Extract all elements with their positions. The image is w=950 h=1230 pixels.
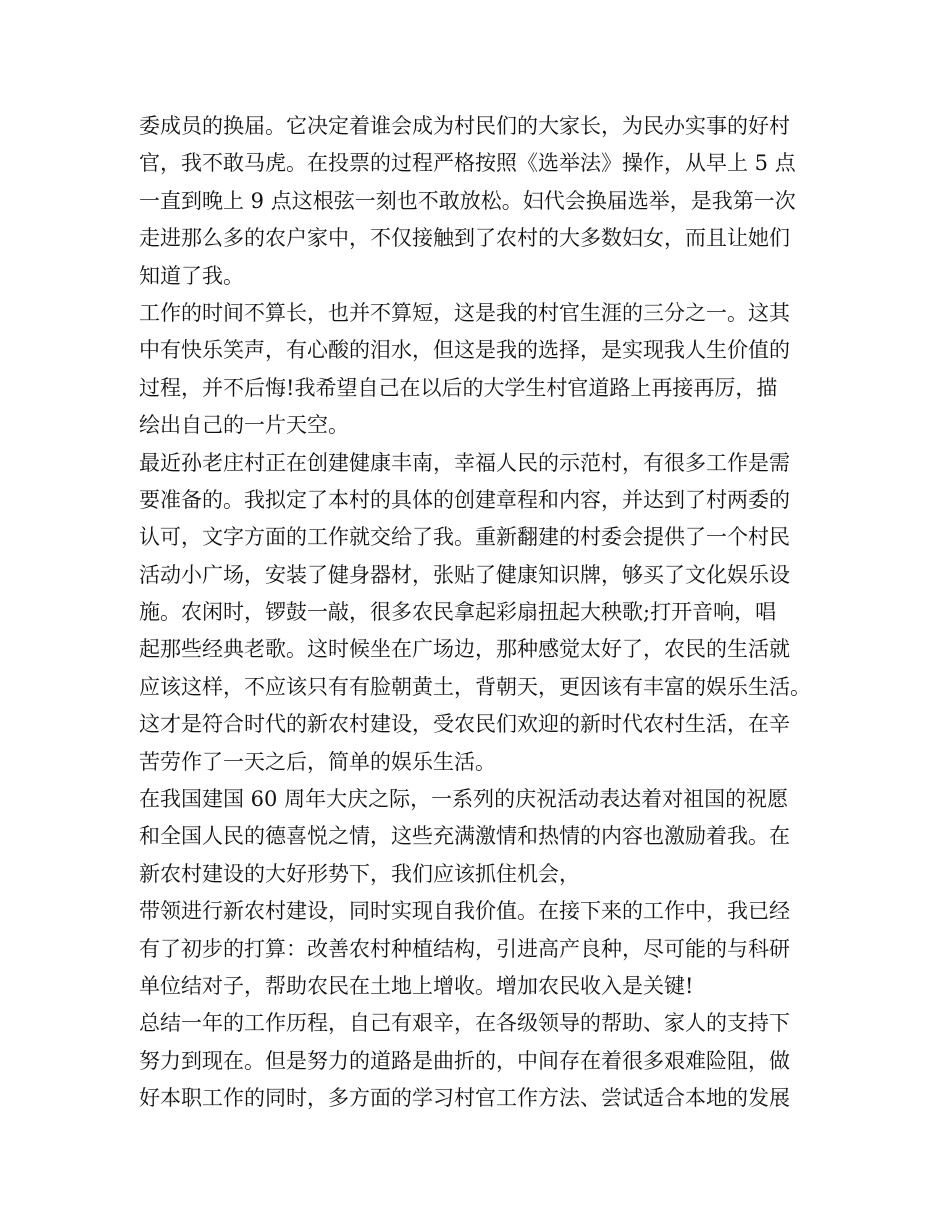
text-line: 工作的时间不算长，也并不算短，这是我的村官生涯的三分之一。这其 <box>139 300 790 325</box>
text-line: 委成员的换届。它决定着谁会成为村民们的大家长，为民办实事的好村 <box>139 114 790 138</box>
text-line: 官，我不敢马虎。在投票的过程严格按照《选举法》操作，从早上 5 点 <box>139 151 796 176</box>
text-line: 在我国建国 60 周年大庆之际，一系列的庆祝活动表达着对祖国的祝愿 <box>139 787 789 812</box>
text-line: 中有快乐笑声，有心酸的泪水，但这是我的选择，是实现我人生价值的 <box>139 338 790 363</box>
text-line: 带领进行新农村建设，同时实现自我价值。在接下来的工作中，我已经 <box>139 899 790 924</box>
text-line: 新农村建设的大好形势下，我们应该抓住机会， <box>139 861 580 886</box>
text-line: 努力到现在。但是努力的道路是曲折的，中间存在着很多艰难险阻，做 <box>139 1048 790 1073</box>
text-line: 活动小广场，安装了健身器材，张贴了健康知识牌，够买了文化娱乐设 <box>139 562 790 587</box>
text-line: 苦劳作了一天之后，简单的娱乐生活。 <box>139 749 496 774</box>
text-line: 总结一年的工作历程，自己有艰辛，在各级领导的帮助、家人的支持下 <box>139 1011 790 1036</box>
text-line: 最近孙老庄村正在创建健康丰南，幸福人民的示范村，有很多工作是需 <box>139 450 790 475</box>
text-line: 一直到晚上 9 点这根弦一刻也不敢放松。妇代会换届选举，是我第一次 <box>139 188 796 213</box>
text-line: 施。农闲时，锣鼓一敲，很多农民拿起彩扇扭起大秧歌;打开音响，唱 <box>139 600 777 625</box>
text-line: 要准备的。我拟定了本村的具体的创建章程和内容，并达到了村两委的 <box>139 487 790 512</box>
text-line: 和全国人民的德喜悦之情，这些充满激情和热情的内容也激励着我。在 <box>139 824 790 849</box>
text-line: 有了初步的打算：改善农村种植结构，引进高产良种，尽可能的与科研 <box>139 936 790 961</box>
text-line: 知道了我。 <box>139 263 244 288</box>
text-line: 绘出自己的一片天空。 <box>139 413 349 438</box>
text-line: 起那些经典老歌。这时候坐在广场边，那种感觉太好了，农民的生活就 <box>139 637 790 662</box>
text-line: 过程，并不后悔!我希望自己在以后的大学生村官道路上再接再厉，描 <box>139 375 778 400</box>
document-body <box>139 108 819 1118</box>
text-line: 认可，文字方面的工作就交给了我。重新翻建的村委会提供了一个村民 <box>139 525 790 550</box>
text-line: 应该这样，不应该只有有脸朝黄土，背朝天，更因该有丰富的娱乐生活。 <box>139 674 811 699</box>
text-line: 这才是符合时代的新农村建设，受农民们欢迎的新时代农村生活，在辛 <box>139 712 790 737</box>
text-line: 单位结对子，帮助农民在土地上增收。增加农民收入是关键! <box>139 973 694 998</box>
text-line: 好本职工作的同时，多方面的学习村官工作方法、尝试适合本地的发展 <box>139 1086 790 1111</box>
text-line: 走进那么多的农户家中，不仅接触到了农村的大多数妇女，而且让她们 <box>139 226 790 251</box>
